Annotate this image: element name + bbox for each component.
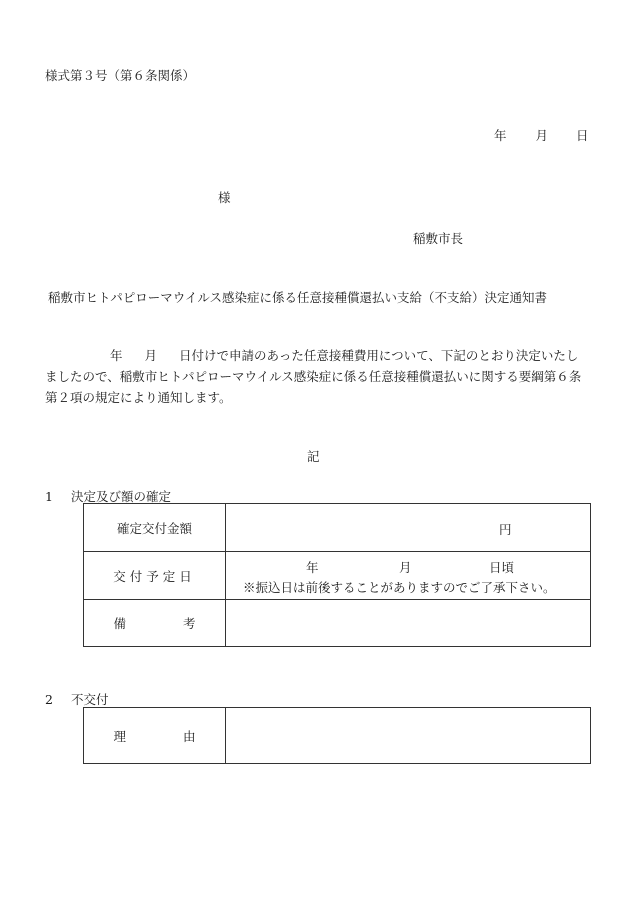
payment-date-month: 月 — [399, 560, 412, 575]
ki-heading: 記 — [307, 449, 320, 464]
recipient-suffix: 様 — [218, 190, 231, 205]
body-year: 年 — [110, 348, 123, 363]
amount-unit: 円 — [499, 522, 512, 537]
reason-label-2: 由 — [183, 728, 196, 744]
non-grant-table — [83, 707, 591, 764]
table-row — [84, 504, 591, 552]
issue-date-year: 年 — [494, 128, 507, 143]
body-month: 月 — [144, 348, 158, 363]
reason-label-1: 理 — [113, 728, 126, 744]
reason-label — [84, 708, 226, 764]
issuer: 稲敷市長 — [413, 231, 464, 246]
body-paragraph — [45, 345, 587, 408]
payment-date-label: 交付予定日 — [84, 552, 226, 600]
amount-cell — [226, 504, 591, 552]
section-1-title: 決定及び額の確定 — [71, 489, 172, 504]
reason-cell — [226, 708, 591, 764]
remarks-label-2: 考 — [183, 616, 196, 631]
decision-table — [83, 503, 591, 647]
payment-date-year: 年 — [306, 560, 319, 575]
remarks-label — [84, 600, 226, 647]
amount-label: 確定交付金額 — [84, 504, 226, 552]
remarks-cell — [226, 600, 591, 647]
issue-date-day: 日 — [576, 128, 589, 143]
table-row — [84, 708, 591, 764]
section-2-heading — [45, 690, 109, 708]
payment-date-cell — [226, 552, 591, 600]
form-number: 様式第３号（第６条関係） — [45, 68, 196, 83]
payment-date-day: 日頃 — [489, 560, 515, 575]
table-row — [84, 552, 591, 600]
payment-date-note: ※振込日は前後することがありますのでご了承下さい。 — [243, 580, 556, 595]
document-title: 稲敷市ヒトパピローマウイルス感染症に係る任意接種償還払い支給（不支給）決定通知書 — [48, 290, 548, 305]
table-row — [84, 600, 591, 647]
section-2-title: 不交付 — [71, 692, 109, 707]
issue-date — [494, 126, 589, 144]
remarks-label-1: 備 — [113, 616, 126, 631]
section-2-number: 2 — [45, 692, 53, 707]
body-text: 日付けで申請のあった任意接種費用について、下記のとおり決定いたしましたので、稲敷市ヒトパピローマウイルス感染症に係る任意接種償還払いに関する要綱第６条第２項の規定により通知します。 — [45, 348, 582, 405]
issue-date-month: 月 — [535, 128, 549, 143]
section-1-number: 1 — [45, 489, 53, 504]
